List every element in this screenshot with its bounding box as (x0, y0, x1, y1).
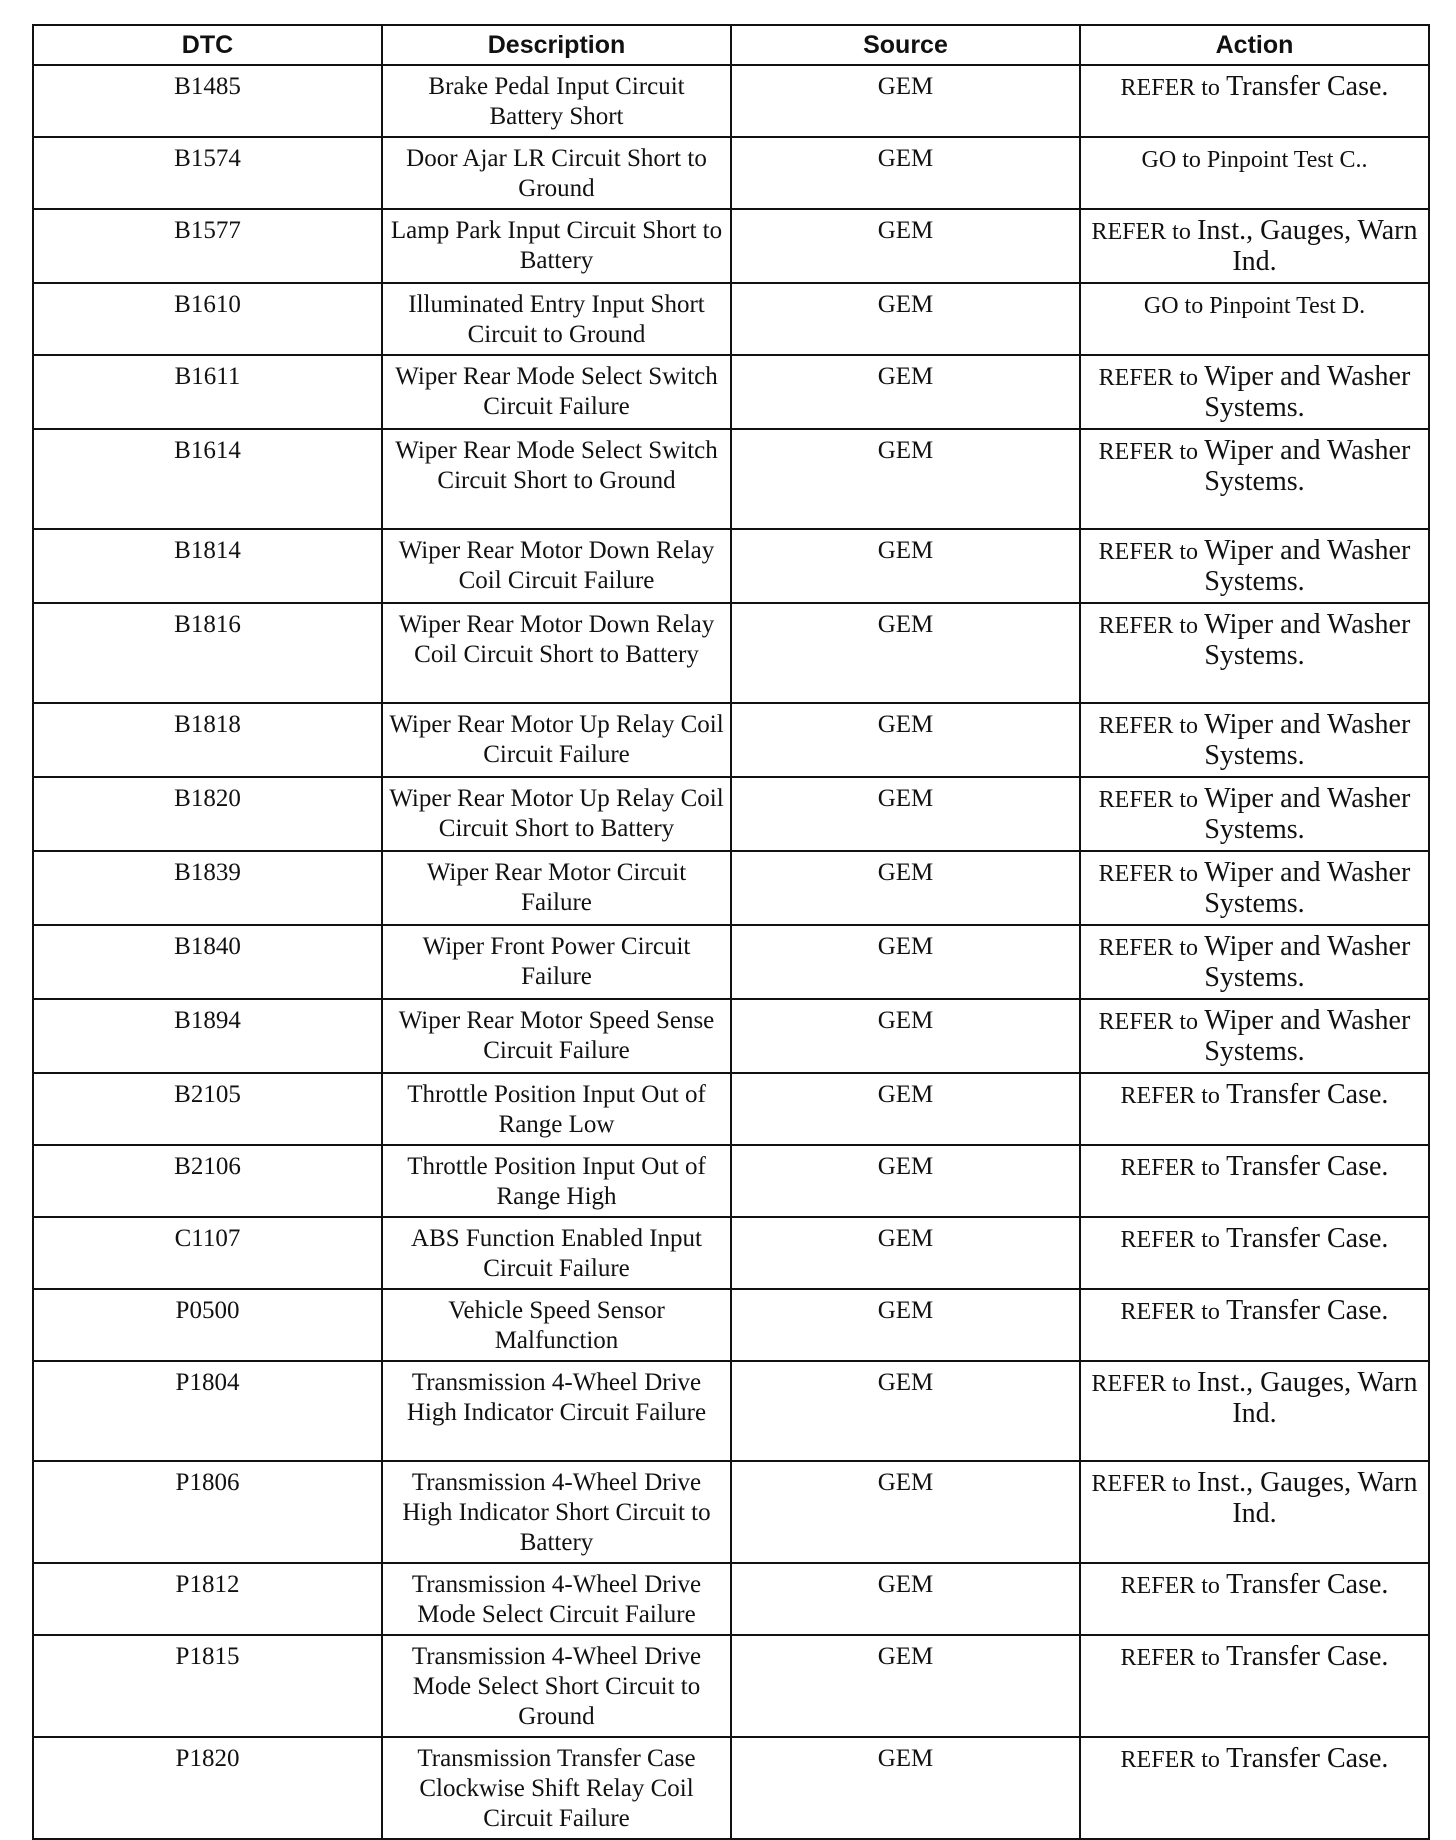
table-row (33, 851, 1429, 925)
description-cell: Door Ajar LR Circuit Short to Ground (382, 137, 731, 209)
table-body (33, 65, 1429, 1839)
source-cell: GEM (731, 851, 1080, 925)
table-row (33, 355, 1429, 429)
source-cell: GEM (731, 1563, 1080, 1635)
dtc-code-cell: B1577 (33, 209, 382, 283)
action-target: Wiper and Washer Systems. (1204, 931, 1411, 993)
description-cell: Wiper Rear Motor Up Relay Coil Circuit Failure (382, 703, 731, 777)
table-row (33, 429, 1429, 529)
action-verb: REFER to (1120, 1299, 1220, 1325)
table-row (33, 283, 1429, 355)
action-target: Wiper and Washer Systems. (1204, 1005, 1411, 1067)
table-row (33, 603, 1429, 703)
action-target: Transfer Case. (1226, 1079, 1389, 1110)
action-cell (1080, 1563, 1429, 1635)
action-verb: GO to Pinpoint Test C.. (1141, 147, 1368, 173)
action-verb: REFER to (1098, 1009, 1199, 1035)
action-cell (1080, 777, 1429, 851)
description-cell: Brake Pedal Input Circuit Battery Short (382, 65, 731, 137)
source-cell: GEM (731, 999, 1080, 1073)
action-target: Transfer Case. (1226, 1743, 1389, 1774)
table-row (33, 529, 1429, 603)
action-verb: REFER to (1098, 787, 1199, 813)
dtc-code-cell: P1806 (33, 1461, 382, 1563)
dtc-code-cell: B1840 (33, 925, 382, 999)
table-row (33, 999, 1429, 1073)
source-cell: GEM (731, 777, 1080, 851)
table-header-row (33, 25, 1429, 65)
action-cell (1080, 1145, 1429, 1217)
description-cell: Throttle Position Input Out of Range High (382, 1145, 731, 1217)
action-verb: REFER to (1120, 1747, 1220, 1773)
action-cell (1080, 999, 1429, 1073)
source-cell: GEM (731, 703, 1080, 777)
action-verb: REFER to (1091, 219, 1191, 245)
source-cell: GEM (731, 1217, 1080, 1289)
description-cell: Illuminated Entry Input Short Circuit to Ground (382, 283, 731, 355)
table-row (33, 209, 1429, 283)
source-cell: GEM (731, 1635, 1080, 1737)
action-cell (1080, 529, 1429, 603)
action-cell (1080, 1289, 1429, 1361)
dtc-code-cell: B1814 (33, 529, 382, 603)
action-cell (1080, 1073, 1429, 1145)
table-row (33, 1563, 1429, 1635)
action-verb: REFER to (1098, 439, 1199, 465)
dtc-code-cell: B1820 (33, 777, 382, 851)
table-row (33, 1361, 1429, 1461)
action-cell (1080, 65, 1429, 137)
description-cell: ABS Function Enabled Input Circuit Failure (382, 1217, 731, 1289)
description-cell: Transmission 4-Wheel Drive Mode Select Circuit Failure (382, 1563, 731, 1635)
dtc-code-cell: P0500 (33, 1289, 382, 1361)
dtc-code-cell: B1574 (33, 137, 382, 209)
action-target: Inst., Gauges, Warn Ind. (1197, 1367, 1418, 1429)
source-cell: GEM (731, 1073, 1080, 1145)
source-cell: GEM (731, 1461, 1080, 1563)
action-target: Wiper and Washer Systems. (1204, 857, 1411, 919)
description-cell: Wiper Rear Motor Speed Sense Circuit Failure (382, 999, 731, 1073)
table-row (33, 1635, 1429, 1737)
source-cell: GEM (731, 529, 1080, 603)
dtc-code-cell: P1815 (33, 1635, 382, 1737)
description-cell: Lamp Park Input Circuit Short to Battery (382, 209, 731, 283)
action-target: Inst., Gauges, Warn Ind. (1197, 215, 1418, 277)
table-row (33, 1217, 1429, 1289)
source-cell: GEM (731, 1361, 1080, 1461)
table-row (33, 137, 1429, 209)
dtc-code-cell: P1804 (33, 1361, 382, 1461)
action-target: Inst., Gauges, Warn Ind. (1197, 1467, 1418, 1529)
action-target: Transfer Case. (1226, 1151, 1389, 1182)
action-target: Transfer Case. (1226, 71, 1389, 102)
description-cell: Wiper Rear Motor Circuit Failure (382, 851, 731, 925)
table-row (33, 65, 1429, 137)
description-cell: Wiper Front Power Circuit Failure (382, 925, 731, 999)
table-row (33, 1145, 1429, 1217)
action-verb: REFER to (1120, 1573, 1220, 1599)
source-cell: GEM (731, 137, 1080, 209)
description-cell: Transmission 4-Wheel Drive High Indicator Circuit Failure (382, 1361, 731, 1461)
action-cell (1080, 1217, 1429, 1289)
description-cell: Wiper Rear Mode Select Switch Circuit Short to Ground (382, 429, 731, 529)
action-verb: REFER to (1091, 1371, 1191, 1397)
dtc-code-cell: B1485 (33, 65, 382, 137)
action-cell (1080, 1635, 1429, 1737)
column-header-source: Source (731, 25, 1080, 65)
action-cell (1080, 209, 1429, 283)
action-verb: REFER to (1120, 1645, 1220, 1671)
column-header-description: Description (382, 25, 731, 65)
source-cell: GEM (731, 603, 1080, 703)
description-cell: Wiper Rear Motor Down Relay Coil Circuit Short to Battery (382, 603, 731, 703)
description-cell: Wiper Rear Mode Select Switch Circuit Failure (382, 355, 731, 429)
action-target: Transfer Case. (1226, 1295, 1389, 1326)
dtc-code-cell: B2105 (33, 1073, 382, 1145)
action-verb: REFER to (1120, 1155, 1220, 1181)
description-cell: Transmission 4-Wheel Drive Mode Select Short Circuit to Ground (382, 1635, 731, 1737)
action-verb: REFER to (1098, 713, 1199, 739)
table-row (33, 925, 1429, 999)
source-cell: GEM (731, 355, 1080, 429)
action-verb: REFER to (1098, 539, 1199, 565)
action-cell (1080, 1461, 1429, 1563)
dtc-code-cell: C1107 (33, 1217, 382, 1289)
action-cell (1080, 1361, 1429, 1461)
action-cell (1080, 355, 1429, 429)
action-target: Wiper and Washer Systems. (1204, 361, 1411, 423)
description-cell: Vehicle Speed Sensor Malfunction (382, 1289, 731, 1361)
action-target: Transfer Case. (1226, 1223, 1389, 1254)
action-cell (1080, 851, 1429, 925)
table-row (33, 1073, 1429, 1145)
table-row (33, 703, 1429, 777)
action-verb: REFER to (1091, 1471, 1191, 1497)
action-target: Wiper and Washer Systems. (1204, 435, 1411, 497)
action-verb: REFER to (1120, 1083, 1220, 1109)
action-cell (1080, 429, 1429, 529)
action-verb: REFER to (1098, 613, 1199, 639)
dtc-code-cell: B1818 (33, 703, 382, 777)
source-cell: GEM (731, 1145, 1080, 1217)
action-cell (1080, 703, 1429, 777)
source-cell: GEM (731, 925, 1080, 999)
column-header-action: Action (1080, 25, 1429, 65)
source-cell: GEM (731, 1737, 1080, 1839)
action-cell (1080, 925, 1429, 999)
source-cell: GEM (731, 283, 1080, 355)
dtc-code-cell: P1820 (33, 1737, 382, 1839)
dtc-code-cell: B1610 (33, 283, 382, 355)
dtc-code-cell: B2106 (33, 1145, 382, 1217)
table-row (33, 1461, 1429, 1563)
description-cell: Transmission Transfer Case Clockwise Shift Relay Coil Circuit Failure (382, 1737, 731, 1839)
action-verb: REFER to (1120, 75, 1220, 101)
action-target: Wiper and Washer Systems. (1204, 535, 1411, 597)
action-target: Transfer Case. (1226, 1641, 1389, 1672)
table-row (33, 1737, 1429, 1839)
table-row (33, 777, 1429, 851)
dtc-code-cell: B1816 (33, 603, 382, 703)
action-cell (1080, 283, 1429, 355)
source-cell: GEM (731, 209, 1080, 283)
action-verb: REFER to (1098, 935, 1199, 961)
dtc-table (32, 24, 1430, 1840)
table-row (33, 1289, 1429, 1361)
dtc-code-cell: B1614 (33, 429, 382, 529)
action-target: Wiper and Washer Systems. (1204, 609, 1411, 671)
source-cell: GEM (731, 1289, 1080, 1361)
action-cell (1080, 137, 1429, 209)
action-target: Wiper and Washer Systems. (1204, 783, 1411, 845)
source-cell: GEM (731, 429, 1080, 529)
action-target: Transfer Case. (1226, 1569, 1389, 1600)
description-cell: Wiper Rear Motor Down Relay Coil Circuit Failure (382, 529, 731, 603)
description-cell: Wiper Rear Motor Up Relay Coil Circuit Short to Battery (382, 777, 731, 851)
dtc-code-cell: B1894 (33, 999, 382, 1073)
dtc-table-container (32, 24, 1428, 1840)
action-verb: GO to Pinpoint Test D. (1143, 293, 1366, 319)
column-header-dtc: DTC (33, 25, 382, 65)
action-cell (1080, 1737, 1429, 1839)
dtc-code-cell: B1611 (33, 355, 382, 429)
description-cell: Transmission 4-Wheel Drive High Indicator Short Circuit to Battery (382, 1461, 731, 1563)
action-verb: REFER to (1120, 1227, 1220, 1253)
action-target: Wiper and Washer Systems. (1204, 709, 1411, 771)
dtc-code-cell: B1839 (33, 851, 382, 925)
action-verb: REFER to (1098, 365, 1199, 391)
dtc-code-cell: P1812 (33, 1563, 382, 1635)
source-cell: GEM (731, 65, 1080, 137)
action-verb: REFER to (1098, 861, 1199, 887)
action-cell (1080, 603, 1429, 703)
description-cell: Throttle Position Input Out of Range Low (382, 1073, 731, 1145)
